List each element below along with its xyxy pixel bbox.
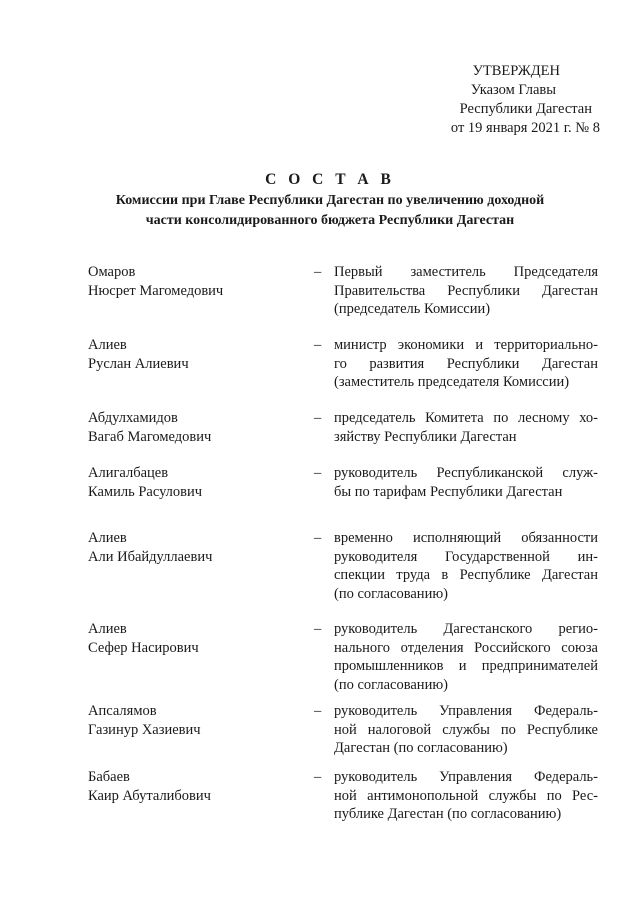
member-role-line: (по согласованию)	[334, 585, 448, 602]
member-surname: Алигалбацев	[88, 465, 169, 481]
document-title: С О С Т А В	[265, 171, 395, 188]
member-given-names: Камиль Расулович	[88, 483, 203, 500]
member-role-line: зяйству Республики Дагестан	[334, 428, 517, 445]
member-role-line: руководитель Управления Федераль-	[334, 769, 598, 785]
document-heading	[60, 170, 600, 230]
document-subtitle-line-2: части консолидированного бюджета Республики Дагестан	[145, 213, 515, 228]
member-role-line: Первый заместитель Председателя	[334, 264, 598, 280]
member-role-line: промышленников и предпринимателей	[334, 658, 598, 674]
member-role-line: Дагестан (по согласованию)	[334, 740, 508, 756]
member-role-line: руководитель Дагестанского регио-	[334, 621, 598, 637]
member-role-line: временно исполняющий обязанности	[334, 530, 598, 546]
member-surname: Алиев	[88, 621, 127, 637]
approved-label: УТВЕРЖДЕН	[472, 63, 560, 79]
member-role-line: (заместитель председателя Комиссии)	[334, 374, 570, 390]
member-role-line: (председатель Комиссии)	[334, 301, 491, 317]
member-name	[88, 702, 303, 739]
member-surname: Омаров	[88, 264, 136, 280]
member-role-line: руководитель Управления Федераль-	[334, 703, 598, 719]
member-role	[334, 464, 598, 501]
member-role-line: руководителя Государственной ин-	[334, 548, 598, 565]
member-role-line: ной налоговой службы по Республике	[334, 721, 598, 738]
member-given-names: Каир Абуталибович	[88, 787, 211, 804]
member-role-line: (по согласованию)	[334, 676, 448, 693]
member-surname: Бабаев	[88, 769, 130, 785]
republic-label: Республики Дагестан	[459, 101, 592, 117]
member-role-line: ной антимонопольной службы по Рес-	[334, 787, 598, 804]
dash-separator: –	[314, 530, 322, 546]
decree-date-number: от 19 января 2021 г. № 8	[450, 120, 600, 136]
dash-separator: –	[314, 410, 322, 426]
member-role	[334, 409, 598, 446]
dash-separator: –	[314, 703, 322, 719]
dash-separator: –	[314, 621, 322, 637]
member-given-names: Руслан Алиевич	[88, 355, 189, 372]
member-surname: Абдулхамидов	[88, 410, 178, 426]
member-role	[334, 336, 598, 392]
member-role	[334, 263, 598, 319]
document-subtitle-line-1: Комиссии при Главе Республики Дагестан по увеличению доходной	[115, 193, 545, 208]
member-role-line: го развития Республики Дагестан	[334, 355, 598, 372]
member-given-names: Сефер Насирович	[88, 639, 199, 656]
member-role	[334, 620, 598, 694]
dash-separator: –	[314, 264, 322, 280]
member-role-line: председатель Комитета по лесному хо-	[334, 410, 598, 426]
member-role	[334, 529, 598, 603]
member-given-names: Газинур Хазиевич	[88, 721, 201, 738]
dash-separator: –	[314, 337, 322, 353]
member-name	[88, 620, 303, 657]
member-role	[334, 768, 598, 824]
member-role-line: нального отделения Российского союза	[334, 639, 598, 656]
decree-label: Указом Главы	[470, 82, 556, 98]
member-surname: Алиев	[88, 530, 127, 546]
dash-separator: –	[314, 769, 322, 785]
member-name	[88, 263, 303, 300]
member-role-line: Правительства Республики Дагестан	[334, 282, 598, 299]
member-role-line: спекции труда в Республике Дагестан	[334, 567, 598, 583]
member-role-line: министр экономики и территориально-	[334, 337, 598, 353]
member-name	[88, 336, 303, 373]
member-role-line: бы по тарифам Республики Дагестан	[334, 483, 563, 500]
member-role	[334, 702, 598, 758]
member-role-line: руководитель Республиканской служ-	[334, 465, 598, 481]
member-name	[88, 768, 303, 805]
member-name	[88, 529, 303, 566]
member-surname: Апсалямов	[88, 703, 157, 719]
approval-stamp	[451, 62, 600, 138]
member-name	[88, 409, 303, 446]
dash-separator: –	[314, 465, 322, 481]
member-given-names: Вагаб Магомедович	[88, 428, 212, 445]
member-role-line: публике Дагестан (по согласованию)	[334, 806, 562, 822]
member-surname: Алиев	[88, 337, 127, 353]
member-name	[88, 464, 303, 501]
member-given-names: Али Ибайдуллаевич	[88, 548, 213, 565]
member-given-names: Нюсрет Магомедович	[88, 282, 224, 299]
